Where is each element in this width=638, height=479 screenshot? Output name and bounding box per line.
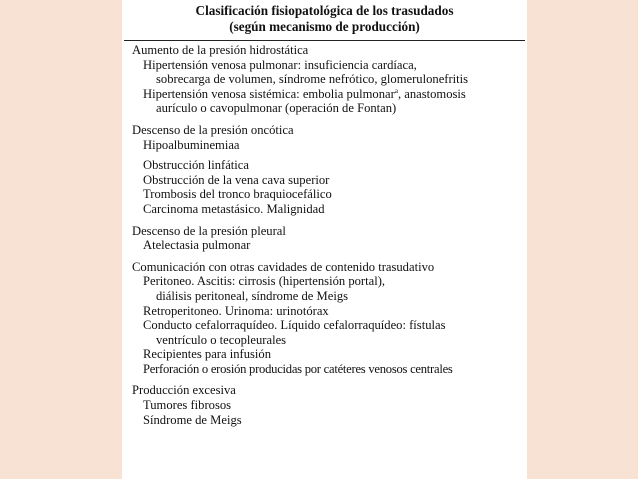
list-item: Perforación o erosión producidas por catéteres venosos centrales <box>143 361 453 376</box>
list-item: Obstrucción linfática <box>143 158 249 173</box>
title-line-2: (según mecanismo de producción) <box>229 18 420 34</box>
title-line-1: Clasificación fisiopatológica de los trasudados <box>195 3 454 18</box>
section-oncotic <box>132 123 527 217</box>
list-item: Hipertensión venosa pulmonar: insuficiencia cardíaca, <box>143 57 417 72</box>
list-item: Obstrucción de la vena cava superior <box>143 172 330 187</box>
section-heading: Descenso de la presión oncótica <box>132 122 294 137</box>
section-heading: Comunicación con otras cavidades de contenido trasudativo <box>132 259 435 274</box>
list-item-text-tail: , anastomosis <box>397 86 466 101</box>
list-item: Conducto cefalorraquídeo. Líquido cefalorraquídeo: fístulas <box>143 318 446 333</box>
list-item: Carcinoma metastásico. Malignidad <box>143 201 325 216</box>
section-heading: Descenso de la presión pleural <box>132 223 286 238</box>
list-item-text: Hipertensión venosa sistémica: embolia pulmonar <box>143 86 395 101</box>
section-excess <box>132 383 527 427</box>
table-body <box>132 43 527 434</box>
list-item: Síndrome de Meigs <box>143 412 242 427</box>
list-item: Trombosis del tronco braquiocefálico <box>143 187 332 202</box>
document-page <box>122 0 527 479</box>
section-heading: Aumento de la presión hidrostática <box>132 43 309 57</box>
list-item <box>132 87 527 102</box>
list-item: Atelectasia pulmonar <box>143 238 251 253</box>
section-hydrostatic <box>132 43 527 116</box>
header-rule <box>124 40 525 41</box>
list-item-continuation: ventrículo o tecopleurales <box>156 332 287 347</box>
list-item: Retroperitoneo. Urinoma: urinotórax <box>143 303 329 318</box>
section-communication <box>132 260 527 377</box>
list-item: Tumores fibrosos <box>143 398 232 413</box>
section-heading: Producción excesiva <box>132 383 236 398</box>
list-item-continuation: sobrecarga de volumen, síndrome nefrótico, glomerulonefritis <box>156 72 469 87</box>
list-item: Recipientes para infusión <box>143 347 271 362</box>
list-item: Hipoalbuminemiaa <box>143 137 240 152</box>
list-item: Peritoneo. Ascitis: cirrosis (hipertensión portal), <box>143 274 386 289</box>
list-item-continuation: aurículo o cavopulmonar (operación de Fontan) <box>156 101 397 116</box>
list-item-continuation: diálisis peritoneal, síndrome de Meigs <box>156 288 349 303</box>
section-pleural <box>132 224 527 253</box>
footnote-marker: a <box>394 86 398 95</box>
table-title <box>122 0 527 34</box>
